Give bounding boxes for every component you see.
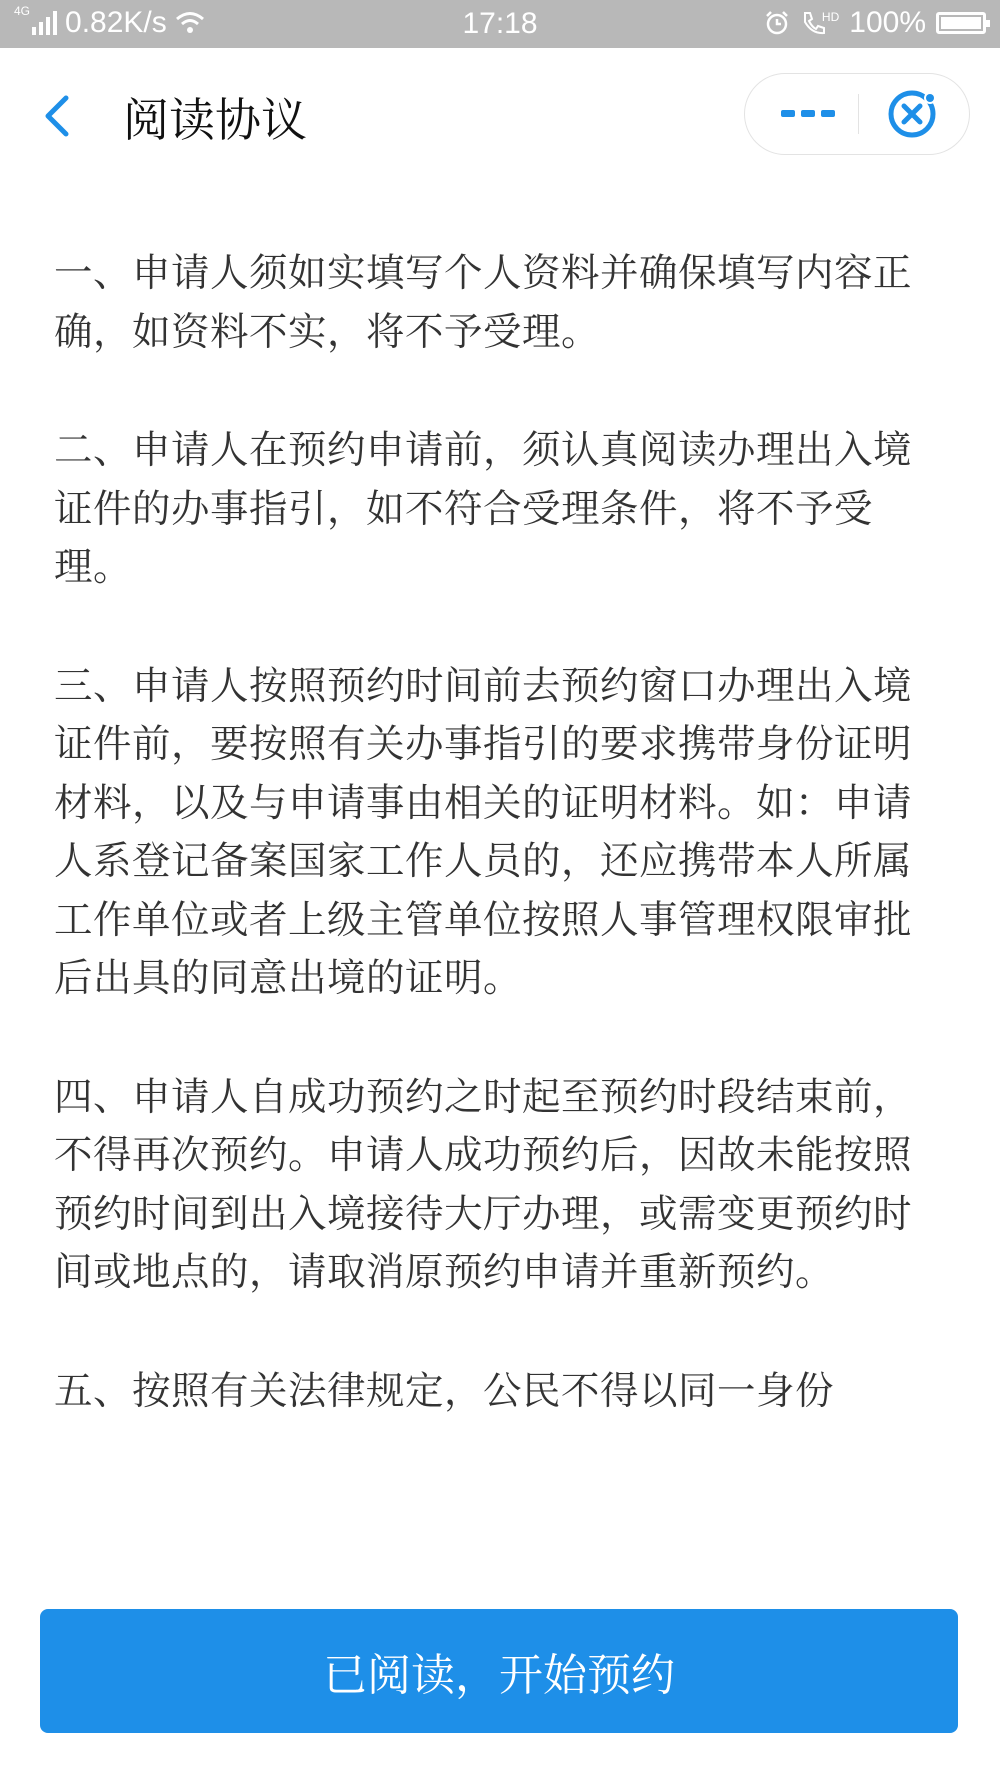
hd-label: HD — [821, 10, 840, 24]
capsule-divider — [858, 94, 859, 134]
agreement-paragraph: 四、申请人自成功预约之时起至预约时段结束前，不得再次预约。申请人成功预约后，因故未能按照预约时间到出入境接待大厅办理，或需变更预约时间或地点的，请取消原预约申请并重新预约。 — [54, 1074, 913, 1295]
agreement-paragraph: 五、按照有关法律规定，公民不得以同一身份 — [54, 1368, 835, 1414]
network-speed: 0.82K/s — [65, 6, 167, 39]
page-title: 阅读协议 — [123, 93, 307, 147]
close-button[interactable] — [870, 74, 960, 154]
close-circle-icon — [870, 74, 960, 154]
start-booking-button[interactable]: 已阅读，开始预约 — [40, 1609, 958, 1733]
alarm-icon — [764, 10, 790, 36]
agreement-paragraph: 三、申请人按照预约时间前去预约窗口办理出入境证件前，要按照有关办事指引的要求携带身份证明材料，以及与申请事由相关的证明材料。如：申请人系登记备案国家工作人员的，还应携带本人所属工作单位或者上级主管单位按照人事管理权限审批后出具的同意出境的证明。 — [54, 663, 913, 1001]
mini-program-capsule — [744, 73, 970, 155]
title-bar — [0, 48, 1000, 184]
back-button[interactable] — [36, 86, 88, 146]
more-button[interactable] — [765, 74, 855, 154]
agreement-paragraph: 二、申请人在预约申请前，须认真阅读办理出入境证件的办事指引，如不符合受理条件，将不予受理。 — [54, 428, 913, 590]
more-dots-icon — [765, 74, 855, 154]
status-bar-right — [764, 6, 986, 40]
footer — [0, 1565, 1000, 1777]
network-type: 4G — [14, 4, 31, 18]
battery-percent: 100% — [849, 6, 926, 39]
agreement-paragraph: 一、申请人须如实填写个人资料并确保填写内容正确，如资料不实，将不予受理。 — [54, 251, 913, 355]
status-time: 17:18 — [462, 7, 538, 40]
hd-call-icon — [800, 10, 839, 36]
status-bar — [0, 0, 1000, 48]
chevron-left-icon — [36, 86, 88, 146]
battery-icon — [936, 12, 986, 34]
agreement-content[interactable] — [54, 245, 914, 1565]
